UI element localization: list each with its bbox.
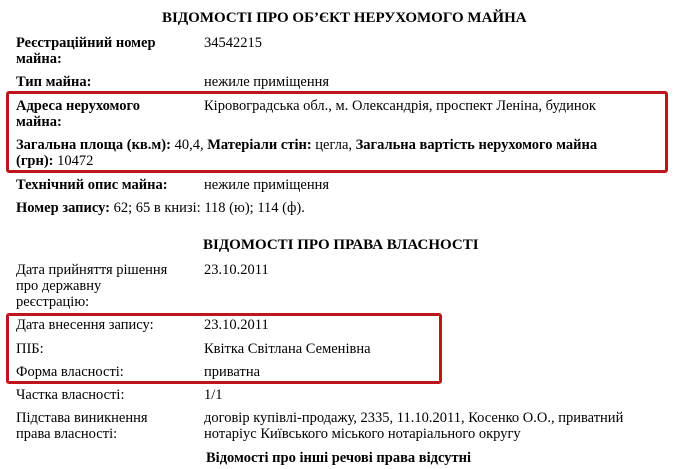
cost-line2 [16,153,93,170]
reg-number-label-line1: Реєстраційний номер [16,35,156,51]
ownership-share-label: Частка власності: [16,387,125,403]
record-number-line [16,200,305,217]
property-type-value: нежиле приміщення [204,74,330,90]
cost-value: 10472 [57,153,94,169]
ownership-basis-label-line1: Підстава виникнення [16,410,148,426]
cost-label: Загальна вартість нерухомого майна [355,137,598,153]
decision-label-line2: про державну [16,278,102,294]
cost-label-unit: (грн): [16,153,54,169]
area-value: 40,4, [174,137,204,153]
section2-title: ВІДОМОСТІ ПРО ПРАВА ВЛАСНОСТІ [203,237,479,253]
ownership-basis-label-line2: права власності: [16,426,118,442]
reg-number-value: 34542215 [204,35,262,51]
tech-description-label: Технічний опис майна: [16,177,168,193]
area-walls-cost-line [16,137,597,154]
property-type-label: Тип майна: [16,74,92,90]
address-label-line2: майна: [16,114,62,130]
record-number-value: 62; 65 в книзі: 118 (ю); 114 (ф). [113,200,305,216]
tech-description-value: нежиле приміщення [204,177,330,193]
entry-date-label: Дата внесення запису: [16,317,154,333]
decision-date-value: 23.10.2011 [204,262,269,278]
walls-value: цегла, [315,137,352,153]
address-value: Кіровоградська обл., м. Олександрія, проспект Леніна, будинок [204,98,596,114]
record-number-label: Номер запису: [16,200,110,216]
owner-name-value: Квітка Світлана Семенівна [204,341,371,357]
decision-label-line1: Дата прийняття рішення [16,262,168,278]
other-rights-note: Відомості про інші речові права відсутні [206,450,471,466]
ownership-basis-value-line2: нотаріус Київського міського нотаріального округу [204,426,521,442]
decision-label-line3: реєстрацію: [16,294,90,310]
entry-date-value: 23.10.2011 [204,317,269,333]
ownership-form-label: Форма власності: [16,364,124,380]
walls-label: Матеріали стін: [207,137,312,153]
address-label-line1: Адреса нерухомого [16,98,140,114]
reg-number-label-line2: майна: [16,51,62,67]
ownership-basis-value-line1: договір купівлі-продажу, 2335, 11.10.2011, Косенко О.О., приватний [204,410,624,426]
ownership-share-value: 1/1 [204,387,223,403]
area-label: Загальна площа (кв.м): [16,137,171,153]
section1-title: ВІДОМОСТІ ПРО ОБ’ЄКТ НЕРУХОМОГО МАЙНА [162,10,527,26]
ownership-form-value: приватна [204,364,261,380]
owner-name-label: ПІБ: [16,341,44,357]
